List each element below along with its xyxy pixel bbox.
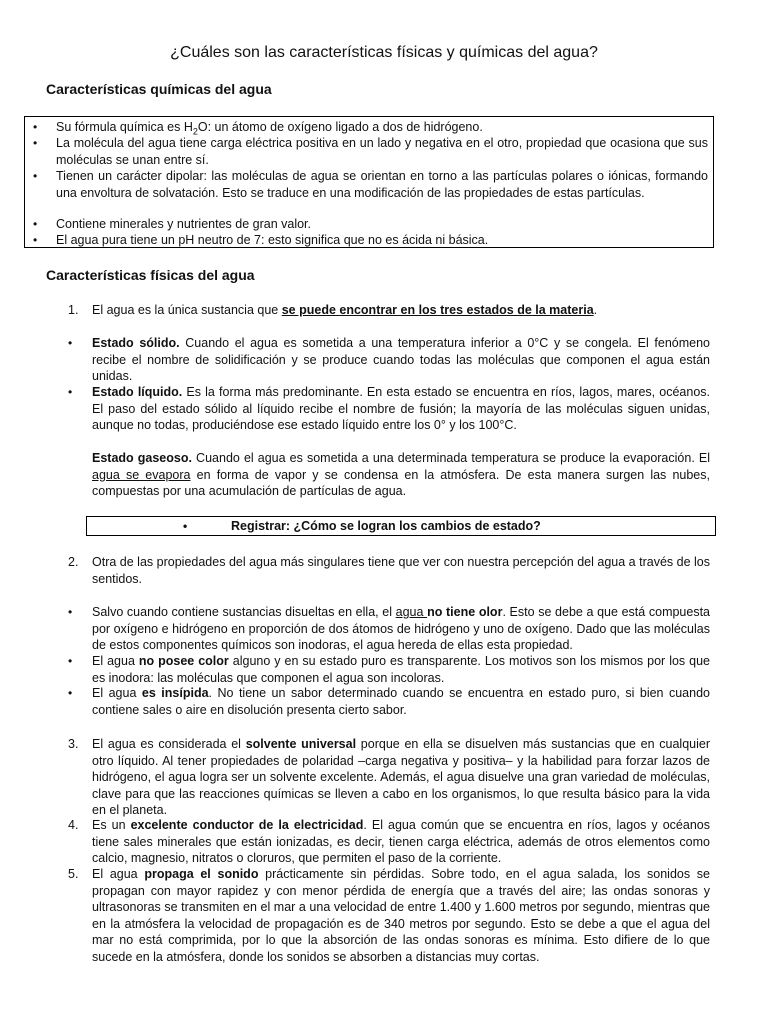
- state-liquid: Estado líquido. Es la forma más predominante. En esta estado se encuentra en ríos, lagos, mares, océanos. El paso del estado sólido al líquido recibe el nombre de fusión; la mayoría de las moléculas siguen unidas, aunque no todas, produciéndose ese estado líquido entre los 0° y los 100°C.: [92, 385, 710, 432]
- list-number: 3.: [68, 737, 79, 751]
- chem-item-ph: El agua pura tiene un pH neutro de 7: esto significa que no es ácida ni básica.: [56, 233, 489, 247]
- chem-item-dipolar: Tienen un carácter dipolar: las moléculas de agua se orientan en torno a las partículas polares o iónicas, formando una envoltura de solvatación. Esto se traduce en una modificación de las propiedades de estas partículas.: [56, 169, 708, 200]
- bullet: •: [33, 120, 38, 134]
- chem-item-formula: Su fórmula química es $H_2O$: un átomo de oxígeno ligado a dos de hidrógeno.: [56, 120, 483, 137]
- chemical-properties-box: [24, 116, 714, 248]
- bullet: •: [68, 385, 73, 399]
- bullet: •: [183, 519, 188, 533]
- item-solvent: El agua es considerada el solvente universal porque en ella se disuelven más sustancias que en cualquier otro líquido. Al tener propiedades de polaridad –carga negativa y positiva– y la habilidad para forzar lazos de hidrógeno, el agua logra ser un solvente excelente. Además, el agua disuelve una gran variedad de moléculas, clave para que las reacciones químicas se lleven a cabo en los organismos, lo que resulta básico para la vida en el planeta.: [92, 737, 711, 817]
- physical-heading: Características físicas del agua: [46, 267, 255, 283]
- register-label: Registrar: ¿Cómo se logran los cambios de estado?: [231, 519, 541, 533]
- item-conductor: Es un excelente conductor de la electricidad. El agua común que se encuentra en ríos, lagos y océanos tiene sales minerales que están ionizadas, es decir, tienen carga eléctrica, además de otros elementos como calcio, magnesio, nitratos o cloruros, que permiten el paso de la corriente.: [92, 818, 710, 865]
- list-number: 2.: [68, 555, 79, 569]
- item-senses: Otra de las propiedades del agua más singulares tiene que ver con nuestra percepción del agua a través de los sentidos.: [92, 555, 710, 586]
- bullet: •: [33, 217, 38, 231]
- bullet: •: [33, 169, 38, 183]
- bullet: •: [33, 233, 38, 247]
- evaporate-link[interactable]: agua se evapora: [92, 467, 191, 482]
- list-number: 1.: [68, 303, 79, 317]
- chemical-heading: Características químicas del agua: [46, 81, 272, 97]
- property-tasteless: El agua es insípida. No tiene un sabor determinado cuando se encuentra en estado puro, si bien cuando contiene sales o aire en disolución presenta cierto sabor.: [92, 686, 710, 717]
- bullet: •: [68, 654, 73, 668]
- property-odorless: Salvo cuando contiene sustancias disueltas en ella, el agua no tiene olor. Esto se debe a que está compuesta por oxígeno e hidrógeno en proporción de dos átomos de hidrógeno y uno de oxígeno. Dado que las moléculas de estos componentes químicos son inodoras, el agua hereda de ellas esta propiedad.: [92, 605, 711, 652]
- bullet: •: [68, 605, 73, 619]
- chem-item-charge: La molécula del agua tiene carga eléctrica positiva en un lado y negativa en el otro, propiedad que ocasiona que sus moléculas se unan entre sí.: [56, 136, 708, 167]
- state-gas: Estado gaseoso. Cuando el agua es sometida a una determinada temperatura se produce la evaporación. El agua se evapora en forma de vapor y se condensa en la atmósfera. De esta manera surgen las nubes, compuestas por una acumulación de partículas de agua.: [92, 451, 710, 498]
- list-number: 4.: [68, 818, 79, 832]
- bullet: •: [68, 686, 73, 700]
- bullet: •: [33, 136, 38, 150]
- register-box: [86, 516, 716, 536]
- water-link[interactable]: agua: [395, 605, 428, 619]
- item-three-states: El agua es la única sustancia que se puede encontrar en los tres estados de la materia.: [92, 303, 598, 317]
- document-title: ¿Cuáles son las características físicas y químicas del agua?: [170, 44, 598, 61]
- state-solid: Estado sólido. Cuando el agua es sometida a una temperatura inferior a 0°C y se congela. El fenómeno recibe el nombre de solidificación y se produce cuando todas las moléculas que componen el agua están unidas.: [92, 336, 710, 383]
- chem-item-minerals: Contiene minerales y nutrientes de gran valor.: [56, 217, 312, 231]
- three-states-link[interactable]: se puede encontrar en los tres estados de la materia: [281, 303, 594, 317]
- property-colorless: El agua no posee color alguno y en su estado puro es transparente. Los motivos son los mismos por los que es inodora: las moléculas que componen el agua son incoloras.: [92, 654, 710, 685]
- bullet: •: [68, 336, 73, 350]
- list-number: 5.: [68, 867, 79, 881]
- item-sound: El agua propaga el sonido prácticamente sin pérdidas. Sobre todo, en el agua salada, los sonidos se propagan con mayor rapidez y con menor pérdida de energía que a través del aire; las ondas sonoras y ultrasonoras se transmiten en el mar a una velocidad de entre 1.400 y 1.600 metros por segundo, mientras que en la atmósfera la velocidad de propagación es de 340 metros por segundo. Esto se debe a que el agua del mar no está comprimida, por lo que la absorción de las ondas sonoras es mínima. Esto difiere de lo que sucede en la atmósfera, donde los sonidos se absorben a distancias muy cortas.: [92, 867, 711, 964]
